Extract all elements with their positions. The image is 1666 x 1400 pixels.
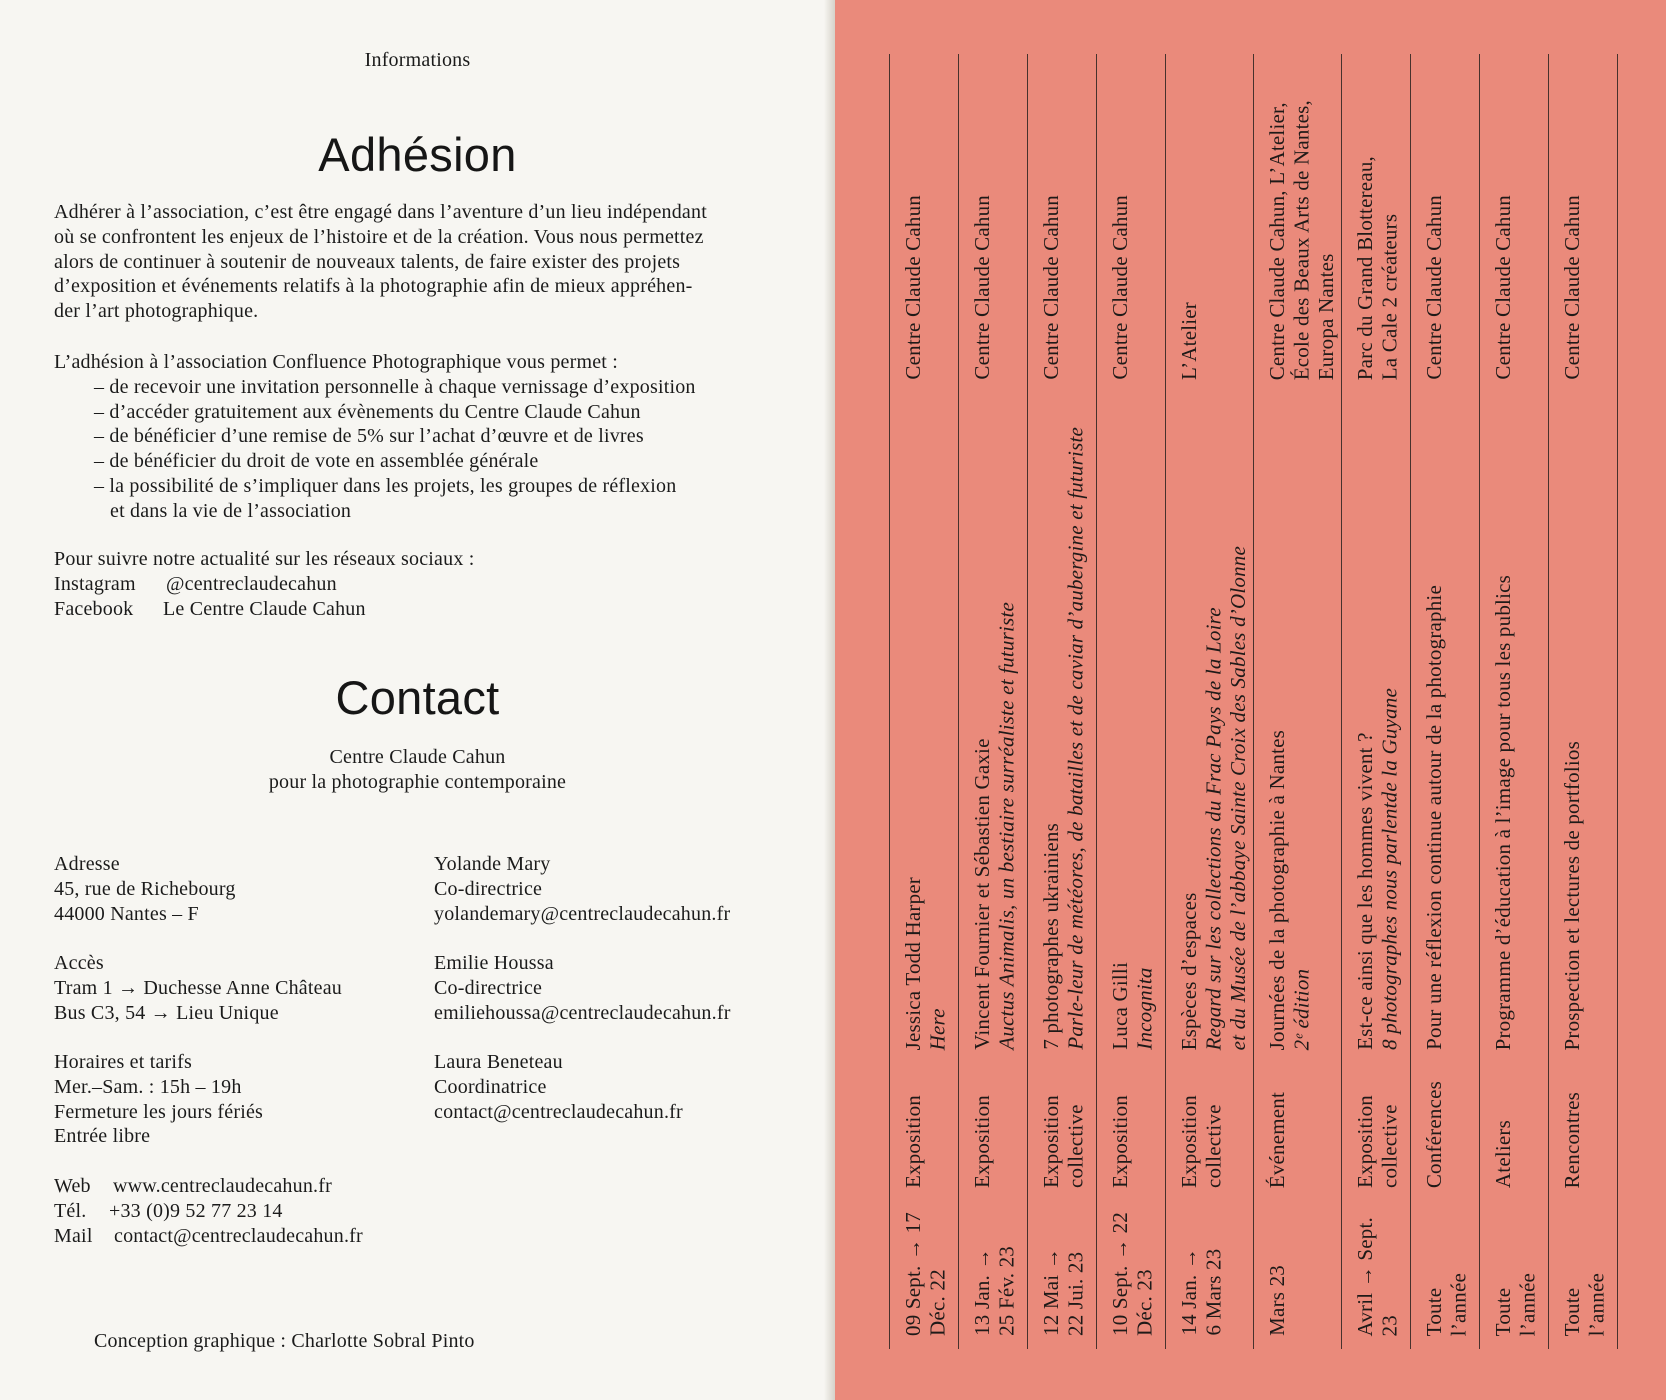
event-subtitle: Regard sur les collections du Frac Pays de la Loire [1201,606,1226,1050]
address-city: 44000 Nantes – F [54,902,199,925]
benefit-item: – de bénéficier du droit de vote en assemblée générale [94,450,539,473]
contact-heading: Contact [335,671,500,724]
event-subtitle: Incognita [1132,967,1157,1050]
event-subtitle: Parle-leur de météores, de batailles et de caviar d’aubergine et futuriste [1063,427,1088,1050]
intro-line: der l’art photographique. [54,300,259,323]
intro-line: Adhérer à l’association, c’est être engagé dans l’aventure d’un lieu indépendant [54,201,707,223]
event-type: Rencontres [1560,1091,1584,1188]
event-type: Conférences [1422,1080,1446,1188]
adhesion-heading: Adhésion [318,128,517,181]
mail-row [54,1224,363,1249]
hours-block [54,1050,263,1149]
person-role: Coordinatrice [434,1075,547,1098]
column-rule [1027,54,1028,1349]
column-rule [889,54,890,1349]
access-label: Accès [54,952,104,974]
benefits-intro: L’adhésion à l’association Confluence Photographique vous permet : [54,351,619,373]
event-title: Journées de la photographie à Nantes 2ᵉ édition [1265,729,1314,1050]
event-type: Exposition collective [1039,1094,1088,1188]
event-place: Centre Claude Cahun [1422,195,1446,380]
contact-organisation [0,745,835,795]
benefit-item: – d’accéder gratuitement aux évènements du Centre Claude Cahun [94,400,641,423]
benefit-item: – la possibilité de s’impliquer dans les projets, les groupes de réflexion [94,474,677,497]
column-rule [1548,54,1549,1349]
web-link[interactable]: www.centreclaudecahun.fr [113,1175,332,1197]
event-date: 13 Jan. → 25 Fév. 23 [970,1246,1019,1336]
event-type: Exposition [970,1094,994,1188]
person-card [434,852,730,926]
event-type: Événement [1265,1091,1289,1188]
address-block [54,852,236,926]
event-title: Programme d’éducation à l’image pour tous les publics [1491,574,1515,1050]
event-date: Toute l’année [1560,1272,1609,1336]
event-date: Mars 23 [1265,1265,1289,1336]
tel-label: Tél. [54,1199,87,1222]
event-title: Luca Gilli Incognita [1108,962,1157,1050]
facebook-handle[interactable]: Le Centre Claude Cahun [163,597,366,620]
person-role: Co-directrice [434,877,543,900]
event-subtitle: Auctus Animalis, un bestiaire surréaliste et futuriste [994,602,1019,1050]
social-intro: Pour suivre notre actualité sur les réseaux sociaux : [54,548,475,570]
benefit-item: – de recevoir une invitation personnelle à chaque vernissage d’exposition [94,375,696,398]
person-card [434,951,731,1025]
column-rule [1253,54,1254,1349]
social-network-label: Facebook [54,597,134,620]
column-rule [1617,54,1618,1349]
event-type: Exposition [901,1094,925,1188]
person-role: Co-directrice [434,976,543,999]
column-rule [1341,54,1342,1349]
access-tram: Tram 1 → Duchesse Anne Château [54,976,342,999]
web-label: Web [54,1175,91,1197]
event-place: Parc du Grand Blottereau, La Cale 2 créateurs [1353,155,1402,380]
design-credit: Conception graphique : Charlotte Sobral Pinto [94,1330,475,1352]
person-email[interactable]: emiliehoussa@centreclaudecahun.fr [434,1001,731,1024]
event-place: Centre Claude Cahun [1491,195,1515,380]
column-rule [1479,54,1480,1349]
address-street: 45, rue de Richebourg [54,877,236,900]
person-card [434,1050,683,1124]
social-row-instagram [54,572,474,597]
benefit-item-continued: et dans la vie de l’association [110,499,352,522]
person-name: Laura Beneteau [434,1051,563,1073]
event-date: Toute l’année [1491,1272,1540,1336]
event-place: L’Atelier [1177,302,1201,380]
event-date: 14 Jan. → 6 Mars 23 [1177,1248,1226,1336]
intro-line: alors de continuer à soutenir de nouveaux talents, de faire exister des projets [54,250,681,273]
column-rule [1096,54,1097,1349]
benefit-item: – de bénéficier d’une remise de 5% sur l’achat d’œuvre et de livres [94,425,644,448]
event-date: Avril → Sept. 23 [1353,1216,1402,1336]
event-date: Toute l’année [1422,1272,1471,1336]
column-rule [958,54,959,1349]
org-name: Centre Claude Cahun [329,746,506,768]
hours-opening: Mer.–Sam. : 15h – 19h [54,1075,242,1098]
event-place: Centre Claude Cahun [1108,195,1132,380]
event-subtitle: 2ᵉ édition [1289,968,1314,1050]
event-type: Exposition collective [1353,1094,1402,1188]
event-title: Jessica Todd Harper Here [901,876,950,1050]
event-place: Centre Claude Cahun [1039,195,1063,380]
event-title: 7 photographes ukrainiens Parle-leur de météores, de batailles et de caviar d’aubergine et futuriste [1039,427,1088,1050]
tel-row [54,1199,363,1224]
person-name: Yolande Mary [434,853,551,875]
address-label: Adresse [54,853,120,875]
social-network-label: Instagram [54,572,136,595]
tel-link[interactable]: +33 (0)9 52 77 23 14 [109,1199,283,1222]
org-tagline: pour la photographie contemporaine [268,770,567,793]
event-date: 09 Sept. → 17 Déc. 22 [901,1212,950,1336]
event-type: Ateliers [1491,1119,1515,1188]
intro-line: où se confrontent les enjeux de l’histoire et de la création. Vous nous permettez [54,225,704,248]
event-title: Prospection et lectures de portfolios [1560,740,1584,1050]
event-place: Centre Claude Cahun [970,195,994,380]
event-place: Centre Claude Cahun, L’Atelier, École des Beaux Arts de Nantes, Europa Nantes [1265,99,1338,380]
social-row-facebook [54,597,474,622]
column-rule [1410,54,1411,1349]
instagram-handle[interactable]: @centreclaudecahun [166,572,337,595]
person-email[interactable]: yolandemary@centreclaudecahun.fr [434,902,731,925]
event-type: Exposition collective [1177,1094,1226,1188]
event-type: Exposition [1108,1094,1132,1188]
benefits-list [54,350,696,524]
hours-closure: Fermeture les jours fériés [54,1100,264,1123]
event-place: Centre Claude Cahun [1560,195,1584,380]
event-date: 12 Mai → 22 Jui. 23 [1039,1248,1088,1336]
page-header: Informations [364,49,471,71]
event-subtitle: Here [925,1007,950,1050]
adhesion-intro [54,200,707,324]
event-subtitle: et du Musée de l’abbaye Sainte Croix des Sables d’Olonne [1226,545,1250,1050]
social-block [54,547,474,621]
event-title: Pour une réflexion continue autour de la photographie [1422,585,1446,1050]
event-title: Est-ce ainsi que les hommes vivent ? 8 photographes nous parlentde la Guyane [1353,688,1402,1050]
column-rule [1165,54,1166,1349]
event-subtitle: 8 photographes nous parlentde la Guyane [1377,688,1402,1050]
person-name: Emilie Houssa [434,952,554,974]
hours-price: Entrée libre [54,1125,151,1148]
intro-line: d’exposition et événements relatifs à la photographie afin de mieux appréhen- [54,275,693,298]
web-row [54,1174,363,1199]
event-title: Espèces d’espaces Regard sur les collections du Frac Pays de la Loire et du Musée de l’abbaye Sainte Croix des Sables d’Olonne [1177,545,1250,1050]
access-bus: Bus C3, 54 → Lieu Unique [54,1001,279,1024]
access-block [54,951,342,1025]
event-place: Centre Claude Cahun [901,195,925,380]
right-page-programme [835,0,1666,1400]
person-email[interactable]: contact@centreclaudecahun.fr [434,1100,683,1123]
contact-details [54,1174,363,1248]
event-title: Vincent Fournier et Sébastien Gaxie Auctus Animalis, un bestiaire surréaliste et futuriste [970,602,1019,1050]
mail-link[interactable]: contact@centreclaudecahun.fr [114,1224,363,1247]
hours-label: Horaires et tarifs [54,1051,192,1073]
mail-label: Mail [54,1224,93,1247]
event-date: 10 Sept. → 22 Déc. 23 [1108,1212,1157,1336]
